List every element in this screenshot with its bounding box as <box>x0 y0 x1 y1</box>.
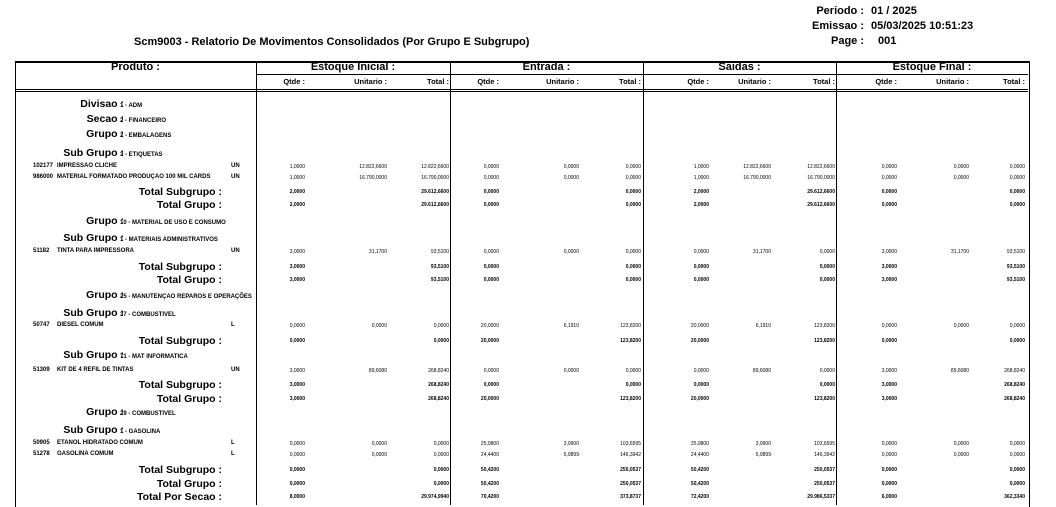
cell-total: 0,0000 <box>1009 175 1025 181</box>
total-grupo-total: 268,8240 <box>428 396 449 402</box>
total-grupo-qtde: 50,4200 <box>690 481 709 487</box>
label-value: 29 - COMBUSTIVEL <box>120 411 176 417</box>
cell-qtde: 0,0000 <box>881 323 897 329</box>
total-grupo-total: 0,0000 <box>819 277 835 283</box>
total-grupo-qtde: 0,0000 <box>881 481 897 487</box>
header-entrada: Entrada : <box>522 61 571 73</box>
cell-qtde: 3,0000 <box>881 249 897 255</box>
cell-unitario: 16.790,0000 <box>743 175 771 181</box>
cell-unitario: 0,0000 <box>371 323 387 329</box>
total-subgrupo-qtde: 0,0000 <box>881 467 897 473</box>
cell-total: 103,6595 <box>620 441 641 447</box>
label-value: 1 - MATERIAIS ADMINISTRATIVOS <box>120 237 218 243</box>
cell-unitario: 3,9900 <box>563 441 579 447</box>
total-grupo-qtde: 3,0000 <box>881 277 897 283</box>
total-grupo-qtde: 20,0000 <box>690 396 709 402</box>
product-code: 51278 <box>33 451 50 457</box>
total-secao-qtde: 8,0000 <box>289 494 305 500</box>
cell-total: 93,5100 <box>430 249 449 255</box>
cell-total: 146,3942 <box>814 452 835 458</box>
total-subgrupo-qtde: 0,0000 <box>289 338 305 344</box>
cell-qtde: 1,0000 <box>693 175 709 181</box>
cell-qtde: 0,0000 <box>881 441 897 447</box>
total-subgrupo-qtde: 3,0000 <box>881 264 897 270</box>
product-description: GASOLINA COMUM <box>57 451 114 457</box>
total-subgrupo-qtde: 0,0000 <box>881 189 897 195</box>
total-subgrupo-qtde: 3,0000 <box>289 264 305 270</box>
total-grupo-total: 93,5100 <box>430 277 449 283</box>
subheader-total: Total : <box>1003 77 1025 86</box>
col-divider-final <box>836 61 837 505</box>
header-saidas: Saidas : <box>718 61 761 73</box>
periodo-value: 01 / 2025 <box>871 5 917 17</box>
label-grupo: Grupo : <box>86 406 124 418</box>
total-grupo-qtde: 2,0000 <box>693 202 709 208</box>
total-grupo-qtde: 3,0000 <box>289 277 305 283</box>
cell-total: 16.790,0000 <box>421 175 449 181</box>
total-grupo-qtde: 3,0000 <box>881 396 897 402</box>
label-value: 37 - COMBUSTIVEL <box>120 312 176 318</box>
product-unit: UN <box>231 248 240 254</box>
total-grupo-qtde: 2,0000 <box>289 202 305 208</box>
product-description: ETANOL HIDRATADO COMUM <box>57 440 143 446</box>
total-subgrupo-qtde: 0,0000 <box>483 189 499 195</box>
product-code: 51182 <box>33 248 50 254</box>
total-grupo-label: Total Grupo : <box>156 199 222 211</box>
total-subgrupo-qtde: 3,0000 <box>289 382 305 388</box>
emissao-value: 05/03/2025 10:51:23 <box>871 20 974 32</box>
subheader-unitario: Unitario : <box>738 77 771 86</box>
cell-total: 103,6595 <box>814 441 835 447</box>
total-subgrupo-label: Total Subgrupo : <box>138 261 222 273</box>
total-grupo-total: 123,8200 <box>620 396 641 402</box>
cell-unitario: 0,0000 <box>563 175 579 181</box>
total-subgrupo-qtde: 0,0000 <box>693 382 709 388</box>
label-sub-grupo: Sub Grupo : <box>63 147 124 159</box>
cell-qtde: 0,0000 <box>483 249 499 255</box>
cell-unitario: 31,1700 <box>368 249 387 255</box>
product-description: MATERIAL FORMATADO PRODUÇAO 100 MIL CARDS <box>57 174 211 180</box>
total-subgrupo-total: 268,8240 <box>428 382 449 388</box>
cell-total: 123,8200 <box>814 323 835 329</box>
product-code: 986000 <box>33 174 54 180</box>
cell-unitario: 0,0000 <box>371 452 387 458</box>
label-value: 2 - EMBALAGENS <box>120 133 172 139</box>
periodo-label: Periodo : <box>816 5 864 17</box>
cell-qtde: 0,0000 <box>289 452 305 458</box>
total-subgrupo-total: 0,0000 <box>819 264 835 270</box>
product-unit: UN <box>231 163 240 169</box>
cell-total: 268,8240 <box>1004 368 1025 374</box>
total-grupo-qtde: 3,0000 <box>289 396 305 402</box>
total-grupo-label: Total Grupo : <box>156 393 222 405</box>
cell-total: 123,8200 <box>620 323 641 329</box>
total-grupo-total: 250,0537 <box>620 481 641 487</box>
cell-total: 268,8240 <box>428 368 449 374</box>
total-secao-label: Total Por Secao : <box>137 491 222 503</box>
total-subgrupo-total: 0,0000 <box>433 338 449 344</box>
cell-qtde: 0,0000 <box>289 441 305 447</box>
cell-total: 0,0000 <box>625 175 641 181</box>
label-sub-grupo: Sub Grupo : <box>63 349 124 361</box>
total-grupo-qtde: 0,0000 <box>881 202 897 208</box>
product-code: 51309 <box>33 367 50 373</box>
cell-total: 0,0000 <box>433 323 449 329</box>
total-subgrupo-qtde: 50,4200 <box>480 467 499 473</box>
cell-total: 0,0000 <box>819 249 835 255</box>
cell-qtde: 24,4400 <box>690 452 709 458</box>
product-unit: L <box>231 451 235 457</box>
cell-unitario: 3,9900 <box>755 441 771 447</box>
label-grupo: Grupo : <box>86 289 124 301</box>
total-subgrupo-qtde: 3,0000 <box>881 382 897 388</box>
subheader-total: Total : <box>427 77 449 86</box>
total-grupo-label: Total Grupo : <box>156 274 222 286</box>
cell-qtde: 0,0000 <box>881 452 897 458</box>
cell-unitario: 0,0000 <box>953 175 969 181</box>
total-subgrupo-qtde: 2,0000 <box>289 189 305 195</box>
total-grupo-qtde: 50,4200 <box>480 481 499 487</box>
total-subgrupo-total: 250,0537 <box>620 467 641 473</box>
product-unit: UN <box>231 367 240 373</box>
subheader-qtde: Qtde : <box>283 77 305 86</box>
total-subgrupo-total: 93,5100 <box>430 264 449 270</box>
total-subgrupo-total: 123,8200 <box>620 338 641 344</box>
cell-qtde: 20,0000 <box>690 323 709 329</box>
label-sub-grupo: Sub Grupo : <box>63 424 124 436</box>
cell-unitario: 89,6080 <box>368 368 387 374</box>
cell-total: 16.790,0000 <box>807 175 835 181</box>
total-subgrupo-qtde: 0,0000 <box>483 382 499 388</box>
product-unit: L <box>231 440 235 446</box>
product-description: TINTA PARA IMPRESSORA <box>57 248 135 254</box>
header-produto: Produto : <box>111 61 160 73</box>
total-subgrupo-qtde: 20,0000 <box>690 338 709 344</box>
cell-qtde: 1,0000 <box>289 164 305 170</box>
cell-total: 0,0000 <box>625 164 641 170</box>
total-secao-total: 362,3340 <box>1004 494 1025 500</box>
total-subgrupo-qtde: 50,4200 <box>690 467 709 473</box>
label-value: 71 - MAT INFORMATICA <box>120 354 188 360</box>
total-secao-qtde: 72,4200 <box>690 494 709 500</box>
total-subgrupo-total: 123,8200 <box>814 338 835 344</box>
cell-qtde: 0,0000 <box>693 368 709 374</box>
total-subgrupo-label: Total Subgrupo : <box>138 186 222 198</box>
emissao-label: Emissao : <box>812 20 864 32</box>
subheader-unitario: Unitario : <box>936 77 969 86</box>
product-code: 102177 <box>33 163 54 169</box>
total-subgrupo-total: 268,8240 <box>1004 382 1025 388</box>
label-grupo: Grupo : <box>86 128 124 140</box>
total-secao-total: 29.986,5337 <box>807 494 835 500</box>
total-grupo-total: 250,0537 <box>814 481 835 487</box>
header-bottom-rule-2 <box>15 91 1028 92</box>
total-subgrupo-qtde: 20,0000 <box>480 338 499 344</box>
total-grupo-total: 93,5100 <box>1006 277 1025 283</box>
total-subgrupo-total: 0,0000 <box>625 382 641 388</box>
cell-total: 0,0000 <box>433 452 449 458</box>
cell-unitario: 16.790,0000 <box>359 175 387 181</box>
cell-qtde: 24,4400 <box>480 452 499 458</box>
total-grupo-qtde: 0,0000 <box>693 277 709 283</box>
subheader-total: Total : <box>619 77 641 86</box>
cell-total: 146,3942 <box>620 452 641 458</box>
total-grupo-total: 29.612,6600 <box>807 202 835 208</box>
total-subgrupo-qtde: 2,0000 <box>693 189 709 195</box>
cell-qtde: 0,0000 <box>483 175 499 181</box>
cell-total: 0,0000 <box>433 441 449 447</box>
cell-qtde: 0,0000 <box>693 249 709 255</box>
total-grupo-qtde: 0,0000 <box>483 202 499 208</box>
page-value: 001 <box>878 35 897 47</box>
product-description: KIT DE 4 REFIL DE TINTAS <box>57 367 134 373</box>
total-subgrupo-total: 0,0000 <box>1009 467 1025 473</box>
total-subgrupo-total: 0,0000 <box>433 467 449 473</box>
cell-qtde: 0,0000 <box>289 323 305 329</box>
cell-total: 0,0000 <box>1009 441 1025 447</box>
cell-unitario: 0,0000 <box>953 323 969 329</box>
cell-total: 12.822,6600 <box>421 164 449 170</box>
product-code: 50747 <box>33 322 50 328</box>
total-subgrupo-total: 93,5100 <box>1006 264 1025 270</box>
label-sub-grupo: Sub Grupo : <box>63 232 124 244</box>
total-secao-total: 373,8737 <box>620 494 641 500</box>
page-label: Page : <box>830 35 864 47</box>
cell-unitario: 89,6080 <box>950 368 969 374</box>
total-subgrupo-total: 0,0000 <box>819 382 835 388</box>
product-unit: UN <box>231 174 240 180</box>
total-grupo-total: 0,0000 <box>1009 481 1025 487</box>
cell-unitario: 5,9899 <box>563 452 579 458</box>
total-grupo-qtde: 0,0000 <box>289 481 305 487</box>
subheader-unitario: Unitario : <box>354 77 387 86</box>
total-subgrupo-qtde: 0,0000 <box>483 264 499 270</box>
cell-unitario: 12.822,6600 <box>743 164 771 170</box>
cell-qtde: 20,0000 <box>480 323 499 329</box>
cell-unitario: 0,0000 <box>563 368 579 374</box>
total-subgrupo-total: 0,0000 <box>1009 338 1025 344</box>
label-value: 3 - ETIQUETAS <box>120 152 163 158</box>
cell-qtde: 25,9800 <box>690 441 709 447</box>
label-value: 25 - MANUTENÇAO REPAROS E OPERAÇÕES <box>120 294 252 300</box>
cell-unitario: 0,0000 <box>953 452 969 458</box>
label-value: 10 - MATERIAL DE USO E CONSUMO <box>120 220 226 226</box>
label-value: 2 - FINANCEIRO <box>120 118 167 124</box>
total-secao-qtde: 6,0000 <box>881 494 897 500</box>
cell-total: 0,0000 <box>819 368 835 374</box>
cell-qtde: 1,0000 <box>289 175 305 181</box>
total-secao-total: 29.974,9940 <box>421 494 449 500</box>
col-divider-entrada <box>450 61 451 505</box>
total-grupo-total: 0,0000 <box>625 277 641 283</box>
header-estoque-inicial: Estoque Inicial : <box>310 61 396 73</box>
cell-total: 0,0000 <box>1009 323 1025 329</box>
subheader-qtde: Qtde : <box>687 77 709 86</box>
cell-unitario: 0,0000 <box>953 441 969 447</box>
total-subgrupo-qtde: 0,0000 <box>693 264 709 270</box>
product-unit: L <box>231 322 235 328</box>
cell-unitario: 31,1700 <box>752 249 771 255</box>
cell-qtde: 0,0000 <box>483 368 499 374</box>
cell-total: 0,0000 <box>1009 164 1025 170</box>
total-subgrupo-label: Total Subgrupo : <box>138 464 222 476</box>
total-grupo-qtde: 20,0000 <box>480 396 499 402</box>
total-grupo-total: 268,8240 <box>1004 396 1025 402</box>
cell-unitario: 0,0000 <box>371 441 387 447</box>
total-subgrupo-total: 29.612,6600 <box>421 189 449 195</box>
cell-unitario: 31,1700 <box>950 249 969 255</box>
cell-qtde: 3,0000 <box>881 368 897 374</box>
header-bottom-rule <box>15 89 1028 90</box>
label-grupo: Grupo : <box>86 215 124 227</box>
total-subgrupo-total: 0,0000 <box>1009 189 1025 195</box>
total-subgrupo-qtde: 0,0000 <box>289 467 305 473</box>
cell-qtde: 1,0000 <box>693 164 709 170</box>
label-secao: Secao : <box>86 113 124 125</box>
total-grupo-qtde: 0,0000 <box>483 277 499 283</box>
cell-total: 0,0000 <box>1009 452 1025 458</box>
cell-total: 0,0000 <box>625 368 641 374</box>
cell-unitario: 0,0000 <box>563 164 579 170</box>
col-divider-produto <box>256 61 257 505</box>
cell-unitario: 12.822,6600 <box>359 164 387 170</box>
product-description: IMPRESSAO CLICHE <box>57 163 118 169</box>
total-grupo-total: 0,0000 <box>625 202 641 208</box>
total-subgrupo-qtde: 0,0000 <box>881 338 897 344</box>
header-divider <box>256 74 1028 75</box>
cell-qtde: 3,0000 <box>289 249 305 255</box>
cell-unitario: 6,1910 <box>755 323 771 329</box>
total-grupo-total: 0,0000 <box>433 481 449 487</box>
label-value: 1 - GASOLINA <box>120 429 161 435</box>
header-estoque-final: Estoque Final : <box>892 61 972 73</box>
cell-unitario: 89,6080 <box>752 368 771 374</box>
report-title: Scm9003 - Relatorio De Movimentos Consolidados (Por Grupo E Subgrupo) <box>134 36 530 48</box>
cell-qtde: 0,0000 <box>881 164 897 170</box>
product-description: DIESEL COMUM <box>57 322 104 328</box>
col-divider-saidas <box>643 61 644 505</box>
total-subgrupo-total: 29.612,6600 <box>807 189 835 195</box>
cell-unitario: 5,9899 <box>755 452 771 458</box>
label-value: 1 - ADM <box>120 103 143 109</box>
total-secao-qtde: 70,4200 <box>480 494 499 500</box>
cell-unitario: 0,0000 <box>953 164 969 170</box>
label-divisao: Divisao : <box>80 98 124 110</box>
cell-total: 0,0000 <box>625 249 641 255</box>
product-code: 50905 <box>33 440 50 446</box>
total-grupo-total: 0,0000 <box>1009 202 1025 208</box>
cell-total: 12.822,6600 <box>807 164 835 170</box>
cell-unitario: 6,1910 <box>563 323 579 329</box>
subheader-qtde: Qtde : <box>477 77 499 86</box>
subheader-unitario: Unitario : <box>546 77 579 86</box>
total-grupo-total: 123,8200 <box>814 396 835 402</box>
cell-total: 93,5100 <box>1006 249 1025 255</box>
total-subgrupo-total: 250,0537 <box>814 467 835 473</box>
cell-qtde: 25,9800 <box>480 441 499 447</box>
cell-qtde: 0,0000 <box>483 164 499 170</box>
cell-qtde: 3,0000 <box>289 368 305 374</box>
cell-qtde: 0,0000 <box>881 175 897 181</box>
total-grupo-total: 29.612,6600 <box>421 202 449 208</box>
subheader-qtde: Qtde : <box>875 77 897 86</box>
cell-unitario: 0,0000 <box>563 249 579 255</box>
subheader-total: Total : <box>813 77 835 86</box>
label-sub-grupo: Sub Grupo : <box>63 307 124 319</box>
total-subgrupo-label: Total Subgrupo : <box>138 379 222 391</box>
total-subgrupo-total: 0,0000 <box>625 189 641 195</box>
total-grupo-label: Total Grupo : <box>156 478 222 490</box>
total-subgrupo-label: Total Subgrupo : <box>138 335 222 347</box>
total-subgrupo-total: 0,0000 <box>625 264 641 270</box>
